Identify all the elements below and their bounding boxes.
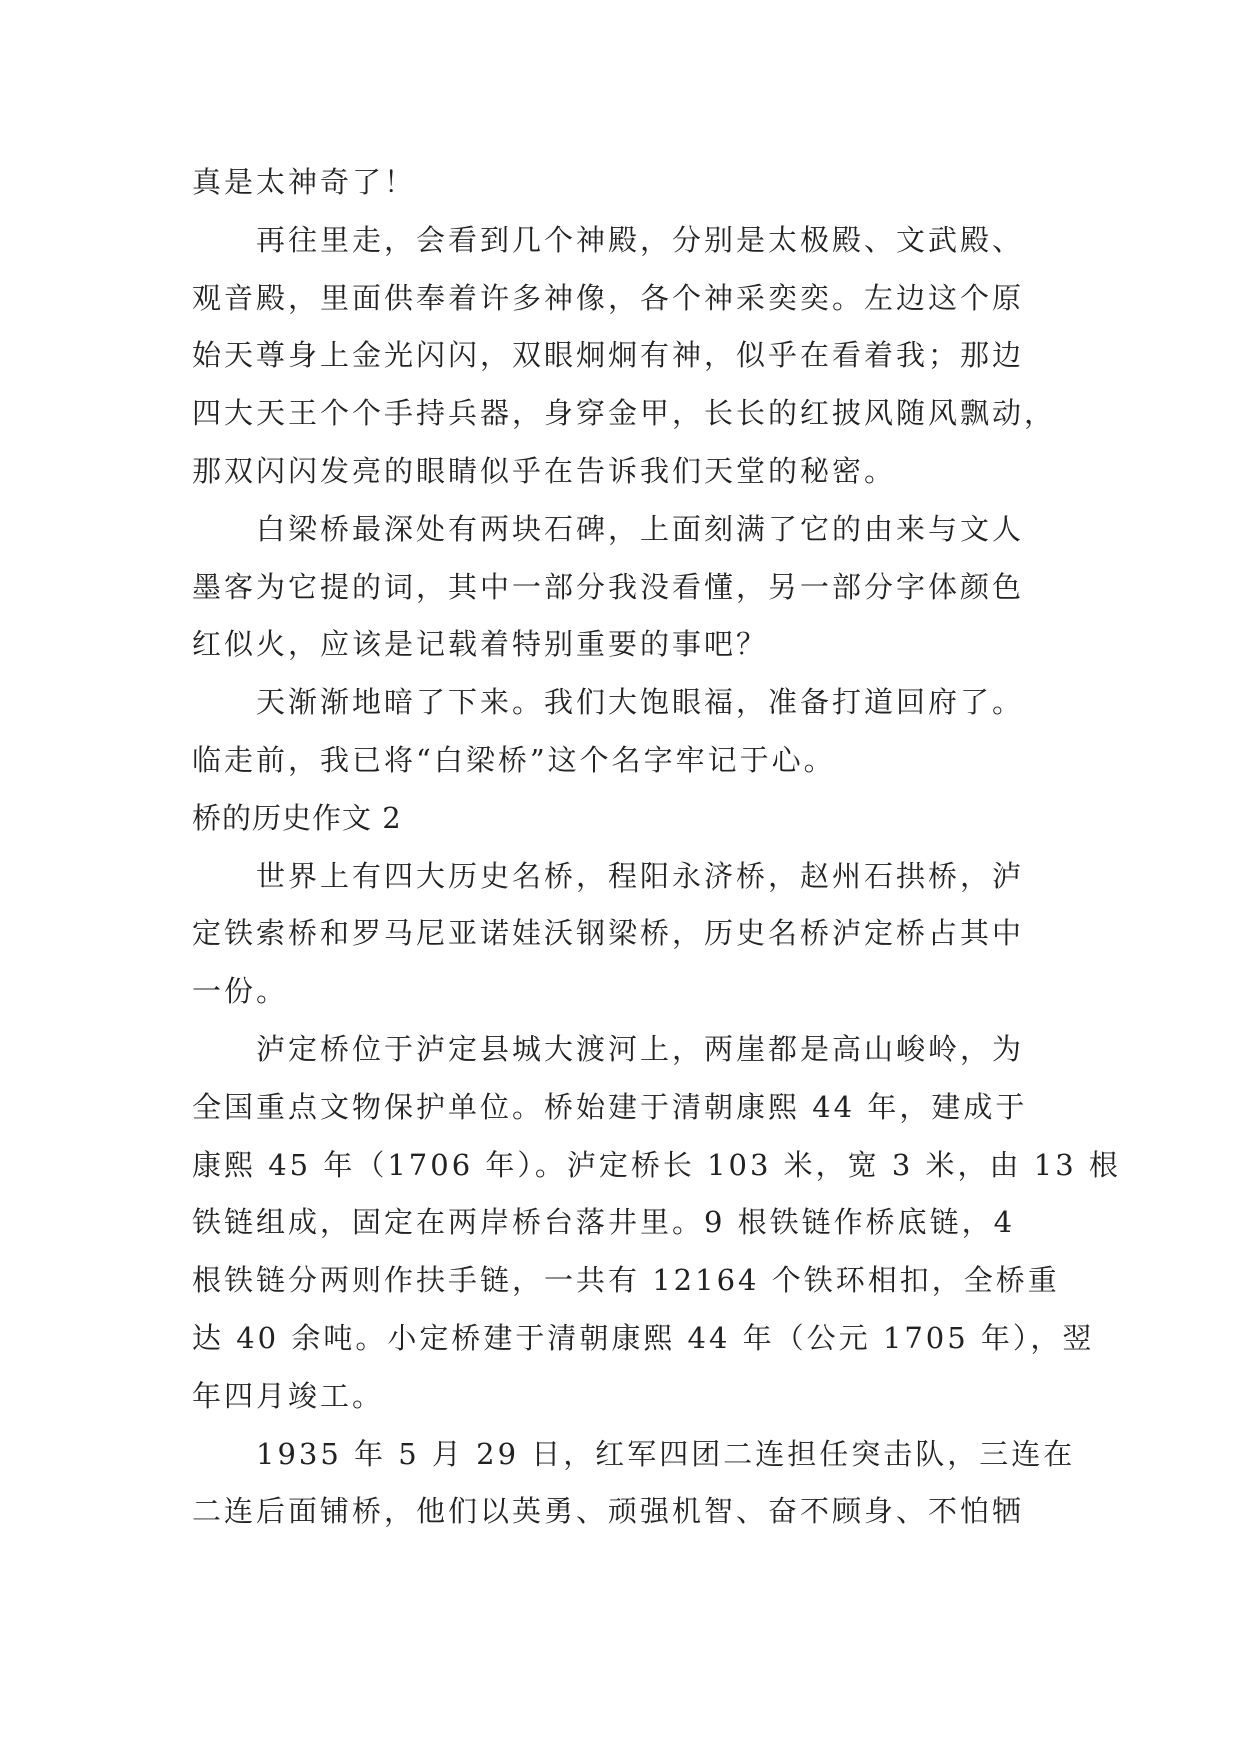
text-line: 年四月竣工。 [192,1378,385,1413]
text-line: 观音殿，里面供奉着许多神像，各个神采奕奕。左边这个原 [192,280,1025,315]
text-line: 定铁索桥和罗马尼亚诺娃沃钢梁桥，历史名桥泸定桥占其中 [192,916,1025,951]
text-line: 铁链组成，固定在两岸桥台落井里。9 根铁链作桥底链，4 [192,1205,1016,1240]
text-line: 再往里走，会看到几个神殿，分别是太极殿、文武殿、 [256,222,1025,257]
text-line: 墨客为它提的词，其中一部分我没看懂，另一部分字体颜色 [192,569,1025,604]
text-line: 世界上有四大历史名桥，程阳永济桥，赵州石拱桥，泸 [256,858,1025,893]
text-line: 康熙 45 年（1706 年）。泸定桥长 103 米，宽 3 米，由 13 根 [192,1147,1121,1182]
text-line: 红似火，应该是记载着特别重要的事吧？ [192,627,769,662]
text-line: 四大天王个个手持兵器，身穿金甲，长长的红披风随风飘动， [192,396,1057,431]
document-body [192,154,1121,1541]
text-line: 1935 年 5 月 29 日，红军四团二连担任突击队，三连在 [256,1436,1076,1471]
text-line: 达 40 余吨。小定桥建于清朝康熙 44 年（公元 1705 年），翌 [192,1320,1095,1355]
text-line: 一份。 [192,974,289,1009]
text-line: 全国重点文物保护单位。桥始建于清朝康熙 44 年，建成于 [192,1089,1028,1124]
text-line: 根铁链分两则作扶手链，一共有 12164 个铁环相扣，全桥重 [192,1263,1060,1298]
text-line: 真是太神奇了！ [192,165,417,199]
text-line: 始天尊身上金光闪闪，双眼炯炯有神，似乎在看着我；那边 [192,338,1025,373]
text-line: 泸定桥位于泸定县城大渡河上，两崖都是高山峻岭，为 [256,1031,1025,1066]
text-line: 临走前，我已将“白梁桥”这个名字牢记于心。 [192,742,836,777]
text-line: 二连后面铺桥，他们以英勇、顽强机智、奋不顾身、不怕牺 [192,1494,1025,1529]
text-line: 白梁桥最深处有两块石碑，上面刻满了它的由来与文人 [256,511,1025,546]
text-line: 天渐渐地暗了下来。我们大饱眼福，准备打道回府了。 [256,685,1025,720]
text-line: 那双闪闪发亮的眼睛似乎在告诉我们天堂的秘密。 [192,453,897,488]
section-heading: 桥的历史作文 2 [192,800,402,835]
